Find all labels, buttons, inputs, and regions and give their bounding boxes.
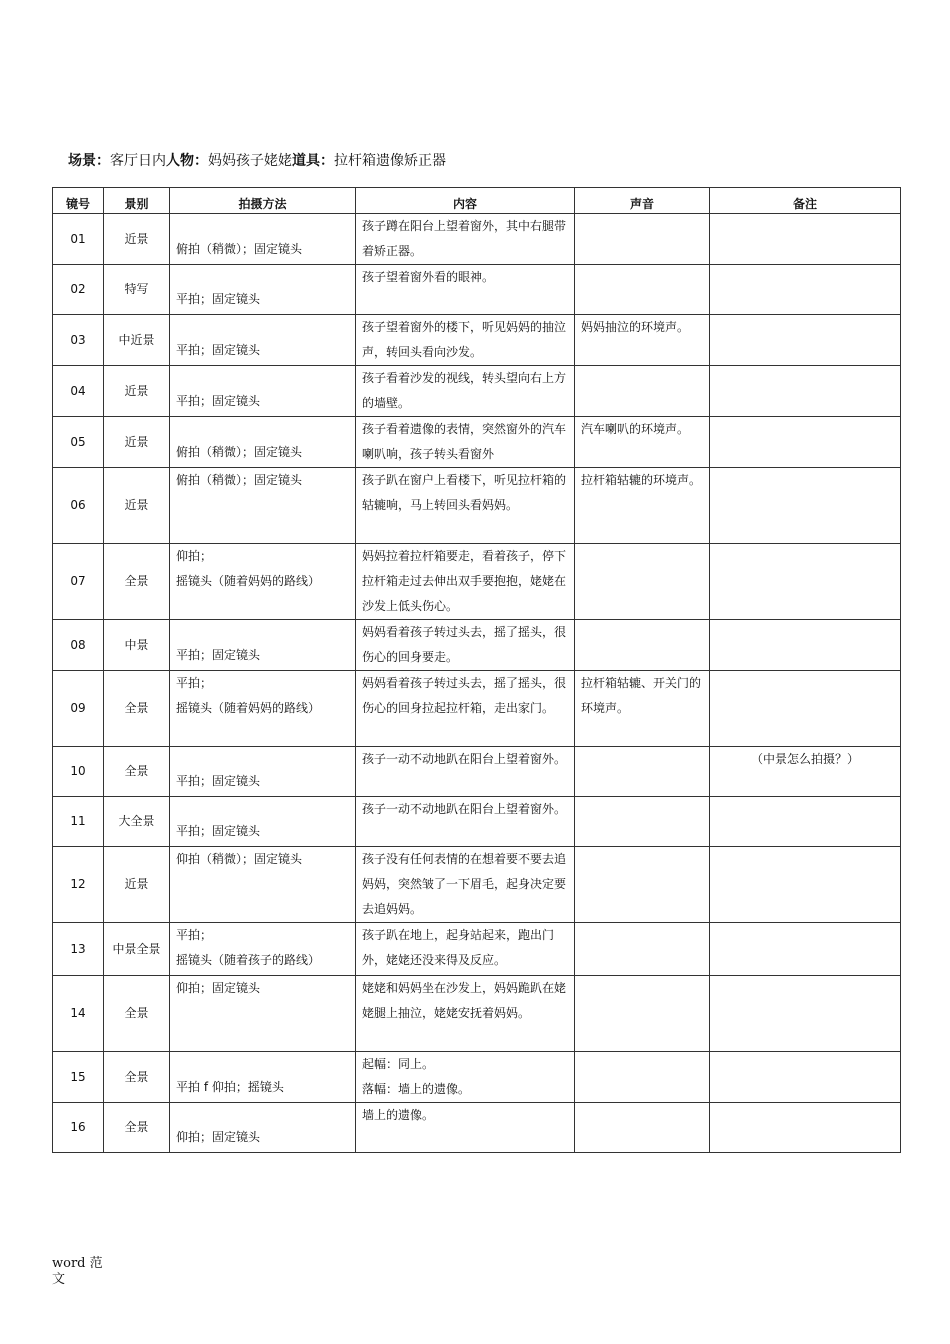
cell-shot-number: 12	[53, 847, 104, 923]
props-value: 拉杆箱遗像矫正器	[334, 153, 446, 169]
table-row	[53, 747, 901, 797]
cell-note	[710, 315, 901, 366]
cell-shot-size: 中景	[104, 620, 170, 671]
cell-shot-size: 大全景	[104, 797, 170, 847]
cell-sound: 拉杆箱轱辘、开关门的环境声。	[575, 671, 710, 747]
cell-note	[710, 797, 901, 847]
cell-sound: 汽车喇叭的环境声。	[575, 417, 710, 468]
cell-method: 平拍；固定镜头	[170, 315, 356, 366]
cell-note	[710, 620, 901, 671]
cell-note	[710, 366, 901, 417]
table-row	[53, 797, 901, 847]
cell-sound	[575, 747, 710, 797]
cell-sound	[575, 366, 710, 417]
cell-note	[710, 1103, 901, 1153]
people-label: 人物：	[166, 153, 208, 169]
cell-shot-size: 近景	[104, 366, 170, 417]
cell-note	[710, 976, 901, 1052]
table-row	[53, 923, 901, 976]
cell-shot-number: 14	[53, 976, 104, 1052]
table-row	[53, 1103, 901, 1153]
table-row	[53, 671, 901, 747]
cell-note	[710, 923, 901, 976]
cell-method: 平拍；固定镜头	[170, 747, 356, 797]
table-row	[53, 366, 901, 417]
cell-content: 孩子看着遗像的表情，突然窗外的汽车喇叭响，孩子转头看窗外	[356, 417, 575, 468]
cell-sound: 妈妈抽泣的环境声。	[575, 315, 710, 366]
cell-shot-number: 05	[53, 417, 104, 468]
table-row	[53, 847, 901, 923]
table-row	[53, 976, 901, 1052]
cell-sound: 拉杆箱轱辘的环境声。	[575, 468, 710, 544]
cell-shot-size: 近景	[104, 847, 170, 923]
cell-content: 孩子看着沙发的视线，转头望向右上方的墙壁。	[356, 366, 575, 417]
cell-shot-number: 15	[53, 1052, 104, 1103]
cell-content: 孩子一动不动地趴在阳台上望着窗外。	[356, 747, 575, 797]
cell-note	[710, 417, 901, 468]
cell-method: 平拍；固定镜头	[170, 366, 356, 417]
cell-sound	[575, 620, 710, 671]
table-row	[53, 265, 901, 315]
cell-content: 孩子趴在地上，起身站起来，跑出门外，姥姥还没来得及反应。	[356, 923, 575, 976]
cell-sound	[575, 214, 710, 265]
cell-shot-size: 全景	[104, 1103, 170, 1153]
column-header-sound: 声音	[575, 188, 710, 214]
cell-method: 平拍 f 仰拍；摇镜头	[170, 1052, 356, 1103]
people-value: 妈妈孩子姥姥	[208, 153, 292, 169]
cell-method: 仰拍；固定镜头	[170, 1103, 356, 1153]
cell-method: 平拍； 摇镜头（随着孩子的路线）	[170, 923, 356, 976]
table-row	[53, 544, 901, 620]
cell-method: 平拍； 摇镜头（随着妈妈的路线）	[170, 671, 356, 747]
column-header-content: 内容	[356, 188, 575, 214]
table-row	[53, 620, 901, 671]
cell-note	[710, 468, 901, 544]
cell-note	[710, 847, 901, 923]
cell-method: 仰拍； 摇镜头（随着妈妈的路线）	[170, 544, 356, 620]
cell-shot-size: 近景	[104, 417, 170, 468]
column-header-note: 备注	[710, 188, 901, 214]
column-header-method: 拍摄方法	[170, 188, 356, 214]
cell-method: 俯拍（稍微）；固定镜头	[170, 417, 356, 468]
table-row	[53, 1052, 901, 1103]
cell-sound	[575, 797, 710, 847]
column-header-shot: 景别	[104, 188, 170, 214]
cell-sound	[575, 265, 710, 315]
cell-method: 平拍；固定镜头	[170, 265, 356, 315]
cell-shot-size: 中景全景	[104, 923, 170, 976]
cell-note	[710, 214, 901, 265]
cell-shot-size: 特写	[104, 265, 170, 315]
cell-method: 仰拍（稍微）；固定镜头	[170, 847, 356, 923]
table-row	[53, 315, 901, 366]
cell-note	[710, 1052, 901, 1103]
cell-content: 起幅：同上。 落幅：墙上的遗像。	[356, 1052, 575, 1103]
cell-content: 孩子一动不动地趴在阳台上望着窗外。	[356, 797, 575, 847]
cell-shot-number: 08	[53, 620, 104, 671]
cell-shot-number: 01	[53, 214, 104, 265]
footer-line-2: 文	[52, 1272, 66, 1287]
cell-method: 平拍；固定镜头	[170, 797, 356, 847]
document-header	[68, 150, 446, 170]
cell-shot-size: 中近景	[104, 315, 170, 366]
cell-shot-size: 近景	[104, 468, 170, 544]
cell-shot-number: 02	[53, 265, 104, 315]
shot-list-table	[52, 187, 901, 1153]
cell-sound	[575, 1052, 710, 1103]
cell-shot-number: 11	[53, 797, 104, 847]
cell-sound	[575, 923, 710, 976]
cell-content: 墙上的遗像。	[356, 1103, 575, 1153]
cell-note	[710, 544, 901, 620]
cell-shot-size: 近景	[104, 214, 170, 265]
cell-content: 孩子蹲在阳台上望着窗外，其中右腿带着矫正器。	[356, 214, 575, 265]
cell-note	[710, 671, 901, 747]
cell-shot-size: 全景	[104, 1052, 170, 1103]
cell-method: 俯拍（稍微）；固定镜头	[170, 214, 356, 265]
cell-note: （中景怎么拍摄？）	[710, 747, 901, 797]
table-row	[53, 468, 901, 544]
cell-shot-number: 13	[53, 923, 104, 976]
cell-sound	[575, 847, 710, 923]
props-label: 道具：	[292, 153, 334, 169]
column-header-no: 镜号	[53, 188, 104, 214]
table-row	[53, 214, 901, 265]
cell-content: 姥姥和妈妈坐在沙发上，妈妈跪趴在姥姥腿上抽泣，姥姥安抚着妈妈。	[356, 976, 575, 1052]
cell-shot-number: 09	[53, 671, 104, 747]
cell-note	[710, 265, 901, 315]
scene-value: 客厅日内	[110, 153, 166, 169]
cell-shot-size: 全景	[104, 747, 170, 797]
cell-method: 仰拍；固定镜头	[170, 976, 356, 1052]
footer-line-1: word 范	[52, 1256, 103, 1271]
cell-content: 妈妈拉着拉杆箱要走，看着孩子，停下拉杆箱走过去伸出双手要抱抱，姥姥在沙发上低头伤心。	[356, 544, 575, 620]
cell-content: 孩子望着窗外看的眼神。	[356, 265, 575, 315]
scene-label: 场景：	[68, 153, 110, 169]
cell-shot-number: 10	[53, 747, 104, 797]
cell-shot-number: 03	[53, 315, 104, 366]
cell-content: 孩子望着窗外的楼下，听见妈妈的抽泣声，转回头看向沙发。	[356, 315, 575, 366]
cell-shot-number: 16	[53, 1103, 104, 1153]
cell-sound	[575, 1103, 710, 1153]
cell-sound	[575, 976, 710, 1052]
cell-shot-number: 07	[53, 544, 104, 620]
cell-shot-size: 全景	[104, 671, 170, 747]
table-row	[53, 417, 901, 468]
cell-content: 孩子趴在窗户上看楼下，听见拉杆箱的轱辘响，马上转回头看妈妈。	[356, 468, 575, 544]
cell-shot-size: 全景	[104, 976, 170, 1052]
table-header-row	[53, 188, 901, 214]
cell-shot-number: 04	[53, 366, 104, 417]
footer-watermark	[52, 1256, 103, 1288]
cell-shot-number: 06	[53, 468, 104, 544]
cell-content: 妈妈看着孩子转过头去，摇了摇头，很伤心的回身拉起拉杆箱，走出家门。	[356, 671, 575, 747]
cell-method: 平拍；固定镜头	[170, 620, 356, 671]
cell-method: 俯拍（稍微）；固定镜头	[170, 468, 356, 544]
cell-content: 孩子没有任何表情的在想着要不要去追妈妈，突然皱了一下眉毛，起身决定要去追妈妈。	[356, 847, 575, 923]
cell-shot-size: 全景	[104, 544, 170, 620]
cell-sound	[575, 544, 710, 620]
cell-content: 妈妈看着孩子转过头去，摇了摇头，很伤心的回身要走。	[356, 620, 575, 671]
